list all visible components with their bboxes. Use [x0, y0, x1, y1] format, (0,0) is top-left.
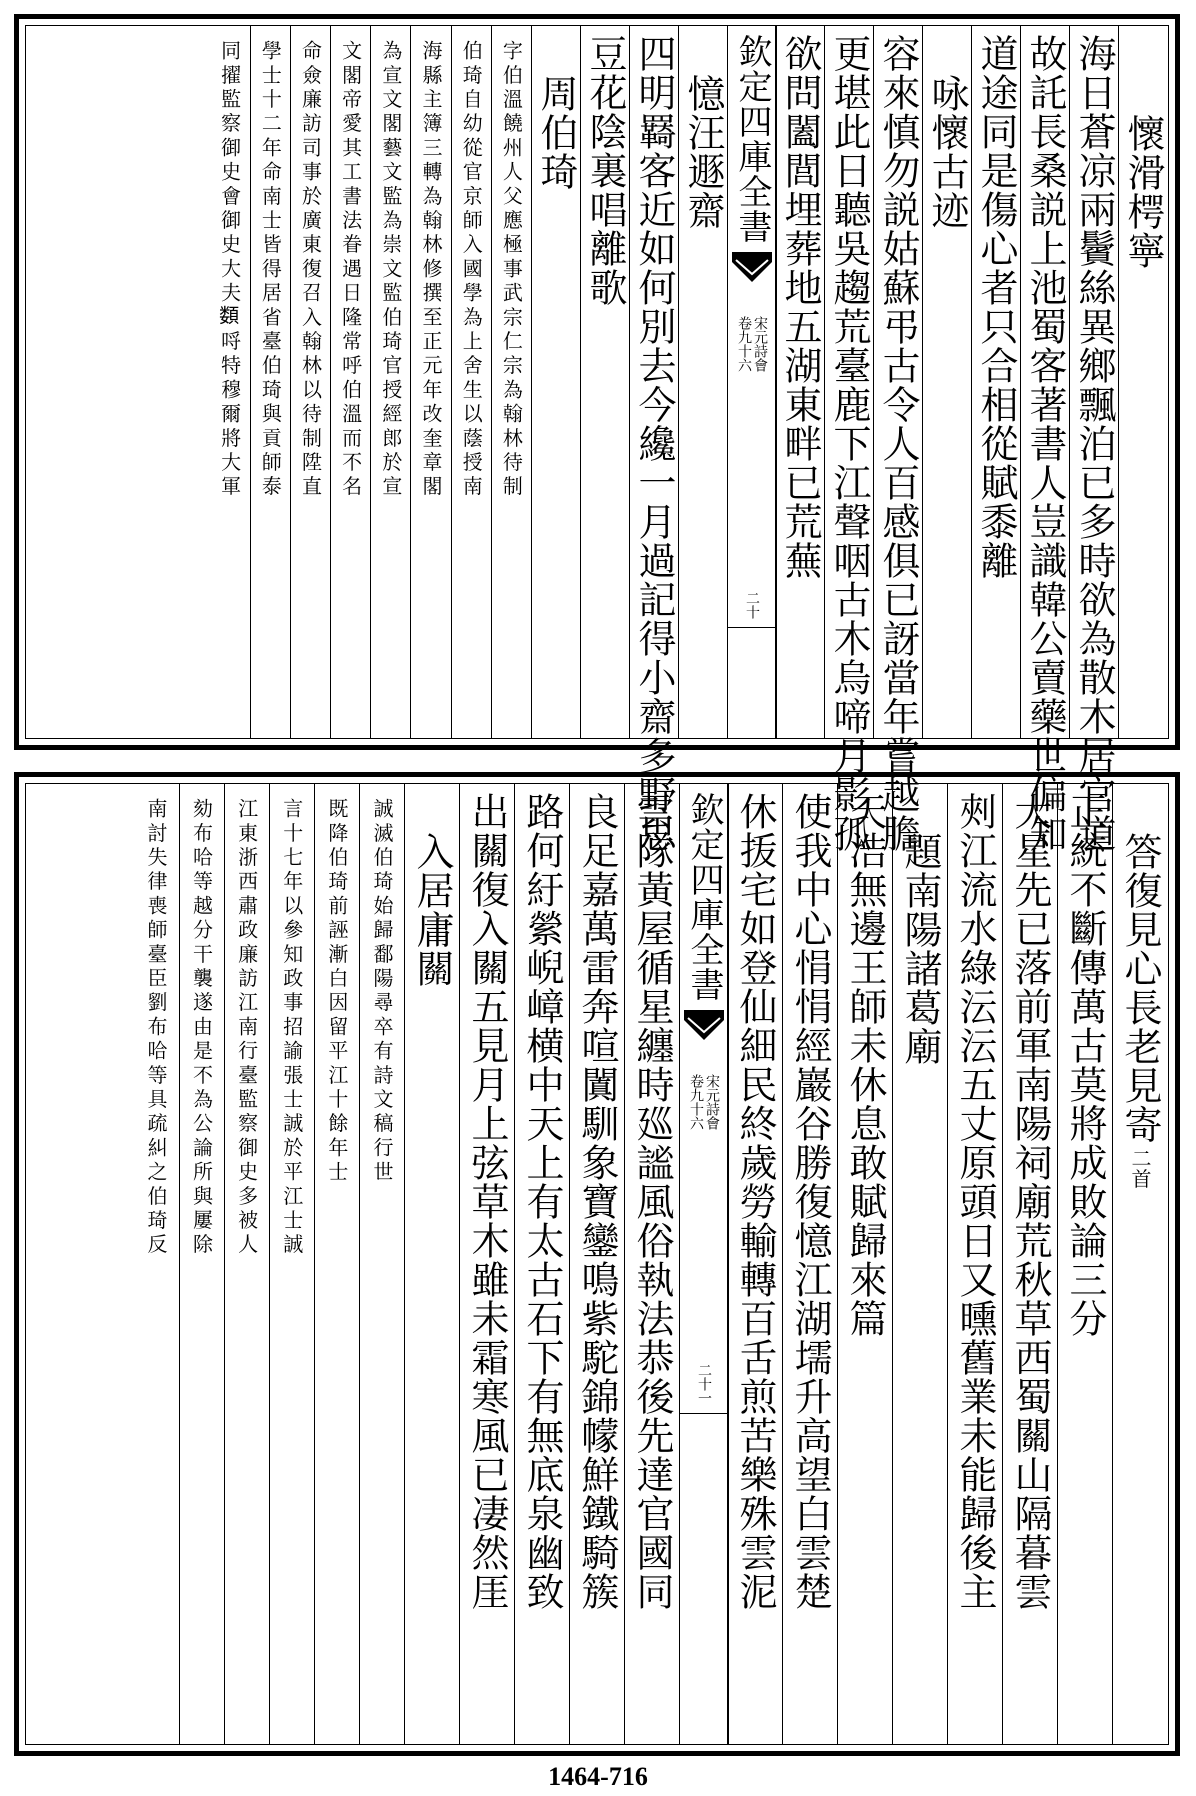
top-page-frame: [25, 25, 1169, 853]
title-column: [892, 784, 947, 1744]
commentary-text: 既降伯琦前誣漸白因留平江十餘年士: [324, 798, 349, 1186]
fish-tail-mark-icon: [684, 1010, 724, 1044]
poem-line: 豆花陰裏唱離歌: [583, 34, 627, 307]
text-column: [569, 784, 624, 1744]
text-column: [514, 784, 569, 1744]
commentary-column: [210, 26, 250, 738]
commentary-column: [314, 784, 359, 1744]
volume-number: 卷九十六: [736, 316, 752, 372]
poem-line: 更堪此日聽吳趨荒臺鹿下江聲咽古木烏啼月影孤: [827, 34, 871, 853]
poem-title: 題南陽諸葛廟: [898, 832, 942, 1066]
poem-line: 良足嘉萬雷奔喧闐馴象寶鑾鳴紫駝錦幪鮮鐵騎簇: [575, 792, 619, 1611]
folio-number: 二十一: [696, 1363, 712, 1405]
title-column: [531, 26, 580, 738]
bottom-page-frame: [25, 783, 1169, 1745]
center-fold-column: [727, 26, 777, 738]
collection-name: 宋元詩會: [704, 1074, 720, 1130]
commentary-column: [359, 784, 404, 1744]
text-column: [782, 784, 837, 1744]
commentary-text: 命僉廉訪司事於廣東復召入翰林以待制陞直: [298, 40, 323, 500]
poem-line: 路何紆縈𡸣嶂横中天上有太古石下有無底泉幽致: [520, 792, 564, 1611]
commentary-column: [179, 784, 224, 1744]
commentary-column: [451, 26, 491, 738]
poem-title: 憶汪遯齋: [681, 74, 725, 230]
commentary-column: [250, 26, 290, 738]
commentary-column: [491, 26, 531, 738]
poem-line: 出關復入關五見月上弦草木雖未霜寒風已凄然厓: [465, 792, 509, 1611]
poem-title: 答復見心長老見寄: [1118, 832, 1162, 1144]
poem-count-note: 二首: [1128, 1148, 1152, 1189]
text-column: [1057, 784, 1112, 1744]
text-column: [459, 784, 514, 1744]
commentary-text: 言十七年以參知政事招諭張士誠於平江士誠: [279, 798, 304, 1258]
folio-number: 二十: [744, 591, 760, 619]
commentary-column: [410, 26, 450, 738]
commentary-column: [330, 26, 370, 738]
center-fold-column: [679, 784, 729, 1744]
commentary-text: 同擢監察御史會御史大夫𩔗哷特穆爾將大軍: [217, 40, 242, 500]
text-column: [873, 26, 922, 853]
text-column: [1069, 26, 1118, 853]
poem-line: 欲問闔閭埋葬地五湖東畔已荒蕪: [778, 34, 822, 580]
volume-number: 卷九十六: [688, 1074, 704, 1130]
commentary-text: 文閣帝愛其工書法眷遇日隆常呼伯溫而不名: [338, 40, 363, 500]
poem-line: 㓨江流水綠沄沄五丈原頭日又曛舊業未能歸後主: [953, 792, 997, 1611]
bottom-page: [14, 772, 1180, 1756]
commentary-text: 海縣主簿三轉為翰林修撰至正元年改奎章閣: [419, 40, 444, 500]
poem-line: 道途同是傷心者只合相從賦黍離: [974, 34, 1018, 580]
book-title: 欽定四庫全書: [732, 34, 772, 244]
text-column: [727, 784, 782, 1744]
commentary-text: 伯琦自幼從官京師入國學為上舍生以蔭授南: [459, 40, 484, 500]
text-column: [624, 784, 679, 1744]
book-title: 欽定四庫全書: [684, 792, 724, 1002]
page-number-footer: 1464-716: [548, 1762, 648, 1791]
title-column: [404, 784, 459, 1744]
commentary-column: [370, 26, 410, 738]
poem-line: 海日蒼凉兩鬢絲異鄉飄泊已多時欲為散木居官道: [1072, 34, 1116, 853]
poem-title: 入居庸關: [410, 832, 454, 988]
commentary-column: [269, 784, 314, 1744]
poem-line: 故託長桑説上池蜀客著書人豈識韓公賣藥世偏知: [1023, 34, 1067, 853]
text-column: [971, 26, 1020, 738]
text-column: [580, 26, 629, 738]
commentary-column: [133, 784, 178, 1744]
title-column: [1112, 784, 1167, 1744]
title-column: [678, 26, 727, 738]
fish-tail-mark-icon: [732, 252, 772, 286]
poem-title: 咏懷古迹: [925, 74, 969, 230]
commentary-text: 江東浙西肅政廉訪江南行臺監察御史多被人: [234, 798, 259, 1258]
commentary-text: 劾布哈等越分干襲遂由是不為公論所與屢除: [189, 798, 214, 1258]
text-column: [824, 26, 873, 853]
text-column: [947, 784, 1002, 1744]
text-column: [775, 26, 824, 738]
commentary-text: 南討失律喪師臺臣劉布哈等具疏糾之伯琦反: [143, 798, 168, 1258]
commentary-text: 字伯溫饒州人父應極事武宗仁宗為翰林待制: [499, 40, 524, 500]
poem-line: 大星先已落前軍南陽祠廟荒秋草西蜀關山隔暮雲: [1008, 792, 1052, 1611]
collection-name: 宋元詩會: [752, 316, 768, 372]
title-column: [1118, 26, 1167, 738]
commentary-text: 誠滅伯琦始歸鄱陽尋卒有詩文稿行世: [369, 798, 394, 1186]
poem-line: 使我中心悁悁經巖谷勝復憶江湖壖升高望白雲楚: [788, 792, 832, 1611]
title-column: [922, 26, 971, 738]
poem-line: 四明羇客近如何別去今纔一月過記得小齋多野思: [632, 34, 676, 853]
poem-line: 正統不斷傳萬古莫將成敗論三分: [1063, 792, 1107, 1338]
poem-line: 容來慎勿説姑蘇弔古令人百感俱已訝當年嘗越膽: [876, 34, 920, 853]
text-column: [629, 26, 678, 853]
text-column: [1020, 26, 1069, 853]
commentary-text: 學士十二年命南士皆得居省臺伯琦與貢師泰: [258, 40, 283, 500]
poem-title: 周伯琦: [534, 74, 578, 191]
poem-line: 天浩無邊王師未休息敢賦歸來篇: [843, 792, 887, 1338]
text-column: [837, 784, 892, 1744]
poem-line: 雲隊黃屋循星纏時廵謐風俗執法恭後先達官國同: [630, 792, 674, 1611]
top-page: [14, 14, 1180, 853]
commentary-text: 為宣文閣藝文監為崇文監伯琦官授經郎於宣: [378, 40, 403, 500]
commentary-column: [290, 26, 330, 738]
commentary-column: [224, 784, 269, 1744]
poem-line: 休㧞宅如登仙細民終歲勞輸轉百舌煎苦樂殊雲泥: [733, 792, 777, 1611]
text-column: [1002, 784, 1057, 1744]
poem-title: 懷滑㮙寧: [1121, 114, 1165, 270]
